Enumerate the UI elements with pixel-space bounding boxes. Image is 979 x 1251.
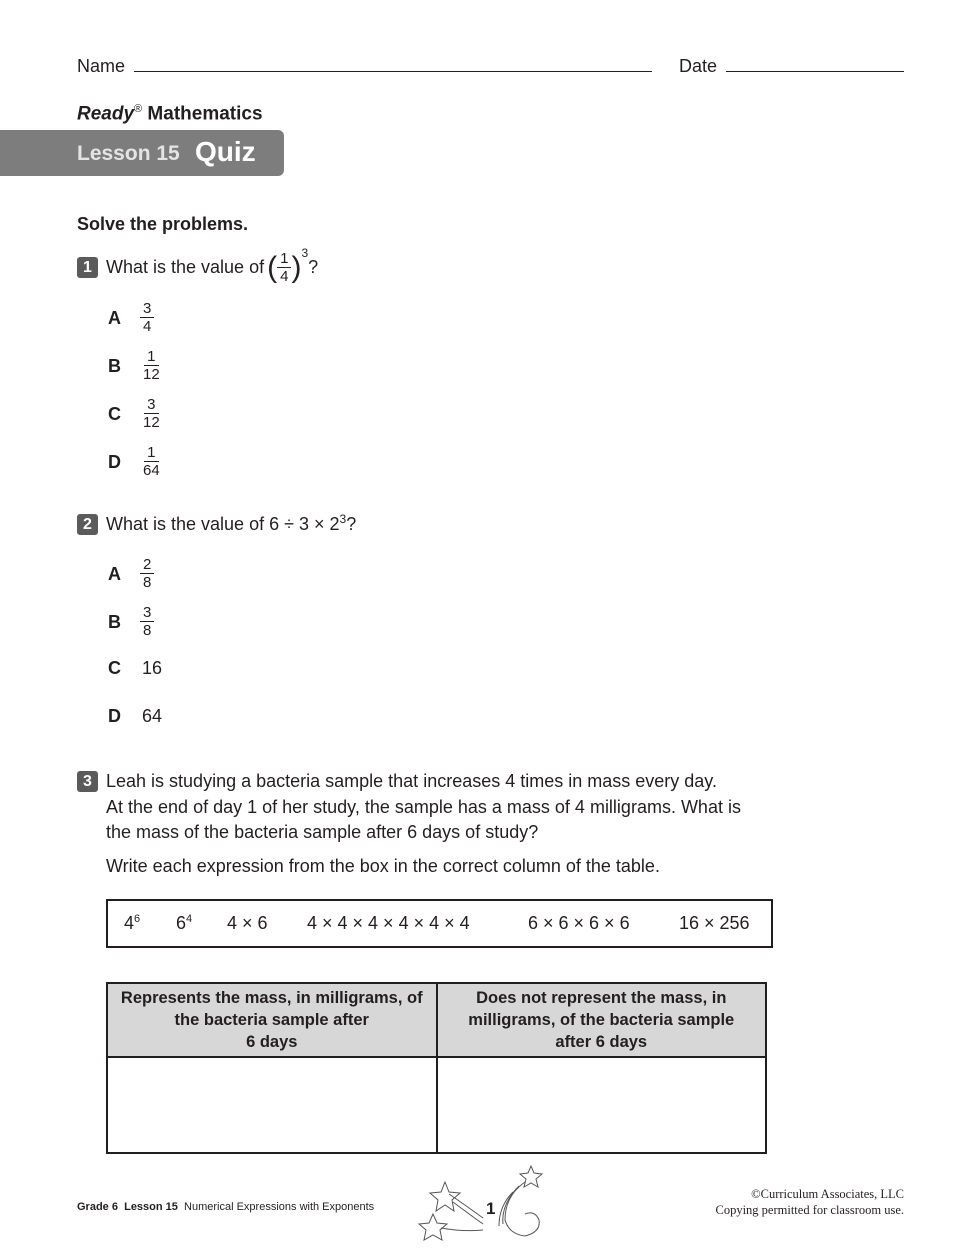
- question-number: 3: [77, 771, 98, 792]
- question-text: What is the value of: [106, 257, 265, 277]
- expression-tile[interactable]: 4 × 4 × 4 × 4 × 4 × 4: [307, 913, 470, 933]
- right-paren: ): [291, 250, 302, 284]
- question-fraction: $\frac{1}{4}$: [277, 250, 291, 285]
- page-number: 1: [486, 1199, 496, 1218]
- expression-tile[interactable]: 4 × 6: [227, 913, 268, 933]
- question-3-direction: Write each expression from the box in the correct column of the table.: [106, 856, 660, 876]
- expression-tile[interactable]: 16 × 256: [679, 913, 750, 933]
- series-title: Ready® Mathematics: [77, 103, 263, 125]
- exponent: 3: [339, 511, 347, 526]
- expression-tile[interactable]: $4^6$: [124, 913, 141, 933]
- column-header-does-not-represent: Does not represent the mass, in milligrams, of the bacteria sample after 6 days: [437, 983, 767, 1057]
- q1-option-d[interactable]: D $\frac{1}{64}$: [108, 444, 228, 480]
- option-fraction: $\frac{1}{12}$: [143, 348, 160, 383]
- question-1: [77, 245, 319, 285]
- expression-box: [106, 899, 773, 948]
- question-3-text: Leah is studying a bacteria sample that increases 4 times in mass every day. At the end of day 1 of her study, the sample has a mass of 4 milligrams. What is the mass of the bacteria sample after 6 days of study?: [106, 771, 741, 842]
- instructions: Solve the problems.: [77, 214, 249, 234]
- sort-table: [106, 982, 767, 1154]
- expression-tile[interactable]: $6^4$: [176, 913, 193, 933]
- q2-option-c[interactable]: C 16: [108, 658, 163, 678]
- q2-option-d[interactable]: D 64: [108, 706, 163, 726]
- option-value: 64: [142, 706, 163, 726]
- q2-option-b[interactable]: B $\frac{3}{8}$: [108, 604, 228, 640]
- option-value: 16: [142, 658, 163, 678]
- name-label: Name: [77, 56, 126, 76]
- drop-zone-represents[interactable]: [107, 1057, 437, 1153]
- left-paren: (: [267, 250, 278, 284]
- stars-decoration-icon: [413, 1162, 553, 1248]
- question-end: ?: [308, 257, 319, 277]
- date-label: Date: [679, 56, 718, 76]
- footer-copyright: ©Curriculum Associates, LLC Copying permitted for classroom use.: [715, 1187, 904, 1217]
- drop-zone-does-not-represent[interactable]: [437, 1057, 767, 1153]
- q1-option-b[interactable]: B $\frac{1}{12}$: [108, 348, 228, 384]
- name-field[interactable]: [77, 56, 652, 77]
- option-fraction: $\frac{3}{4}$: [140, 300, 154, 335]
- exponent: 3: [301, 245, 309, 260]
- name-line[interactable]: [134, 71, 652, 72]
- lesson-bar: [0, 130, 284, 176]
- quiz-label: Quiz: [195, 136, 256, 167]
- column-header-represents: Represents the mass, in milligrams, of the bacteria sample after 6 days: [107, 983, 437, 1057]
- option-fraction: $\frac{2}{8}$: [140, 556, 154, 591]
- q1-option-a[interactable]: A $\frac{3}{4}$: [108, 300, 228, 336]
- question-text: What is the value of 6 ÷ 3 × 2: [106, 514, 340, 534]
- lesson-label: Lesson 15: [77, 142, 180, 165]
- question-number: 2: [77, 514, 98, 535]
- option-fraction: $\frac{3}{12}$: [143, 396, 160, 431]
- q1-option-c[interactable]: C $\frac{3}{12}$: [108, 396, 228, 432]
- question-end: ?: [346, 514, 357, 534]
- date-line[interactable]: [726, 71, 904, 72]
- q2-option-a[interactable]: A $\frac{2}{8}$: [108, 556, 228, 592]
- option-fraction: $\frac{3}{8}$: [140, 604, 154, 639]
- option-fraction: $\frac{1}{64}$: [143, 444, 160, 479]
- question-number: 1: [77, 257, 98, 278]
- footer-course: Grade 6 Lesson 15 Numerical Expressions with Exponents: [77, 1201, 375, 1213]
- date-field[interactable]: [679, 56, 904, 77]
- expression-tile[interactable]: 6 × 6 × 6 × 6: [528, 913, 630, 933]
- question-2: [77, 511, 357, 535]
